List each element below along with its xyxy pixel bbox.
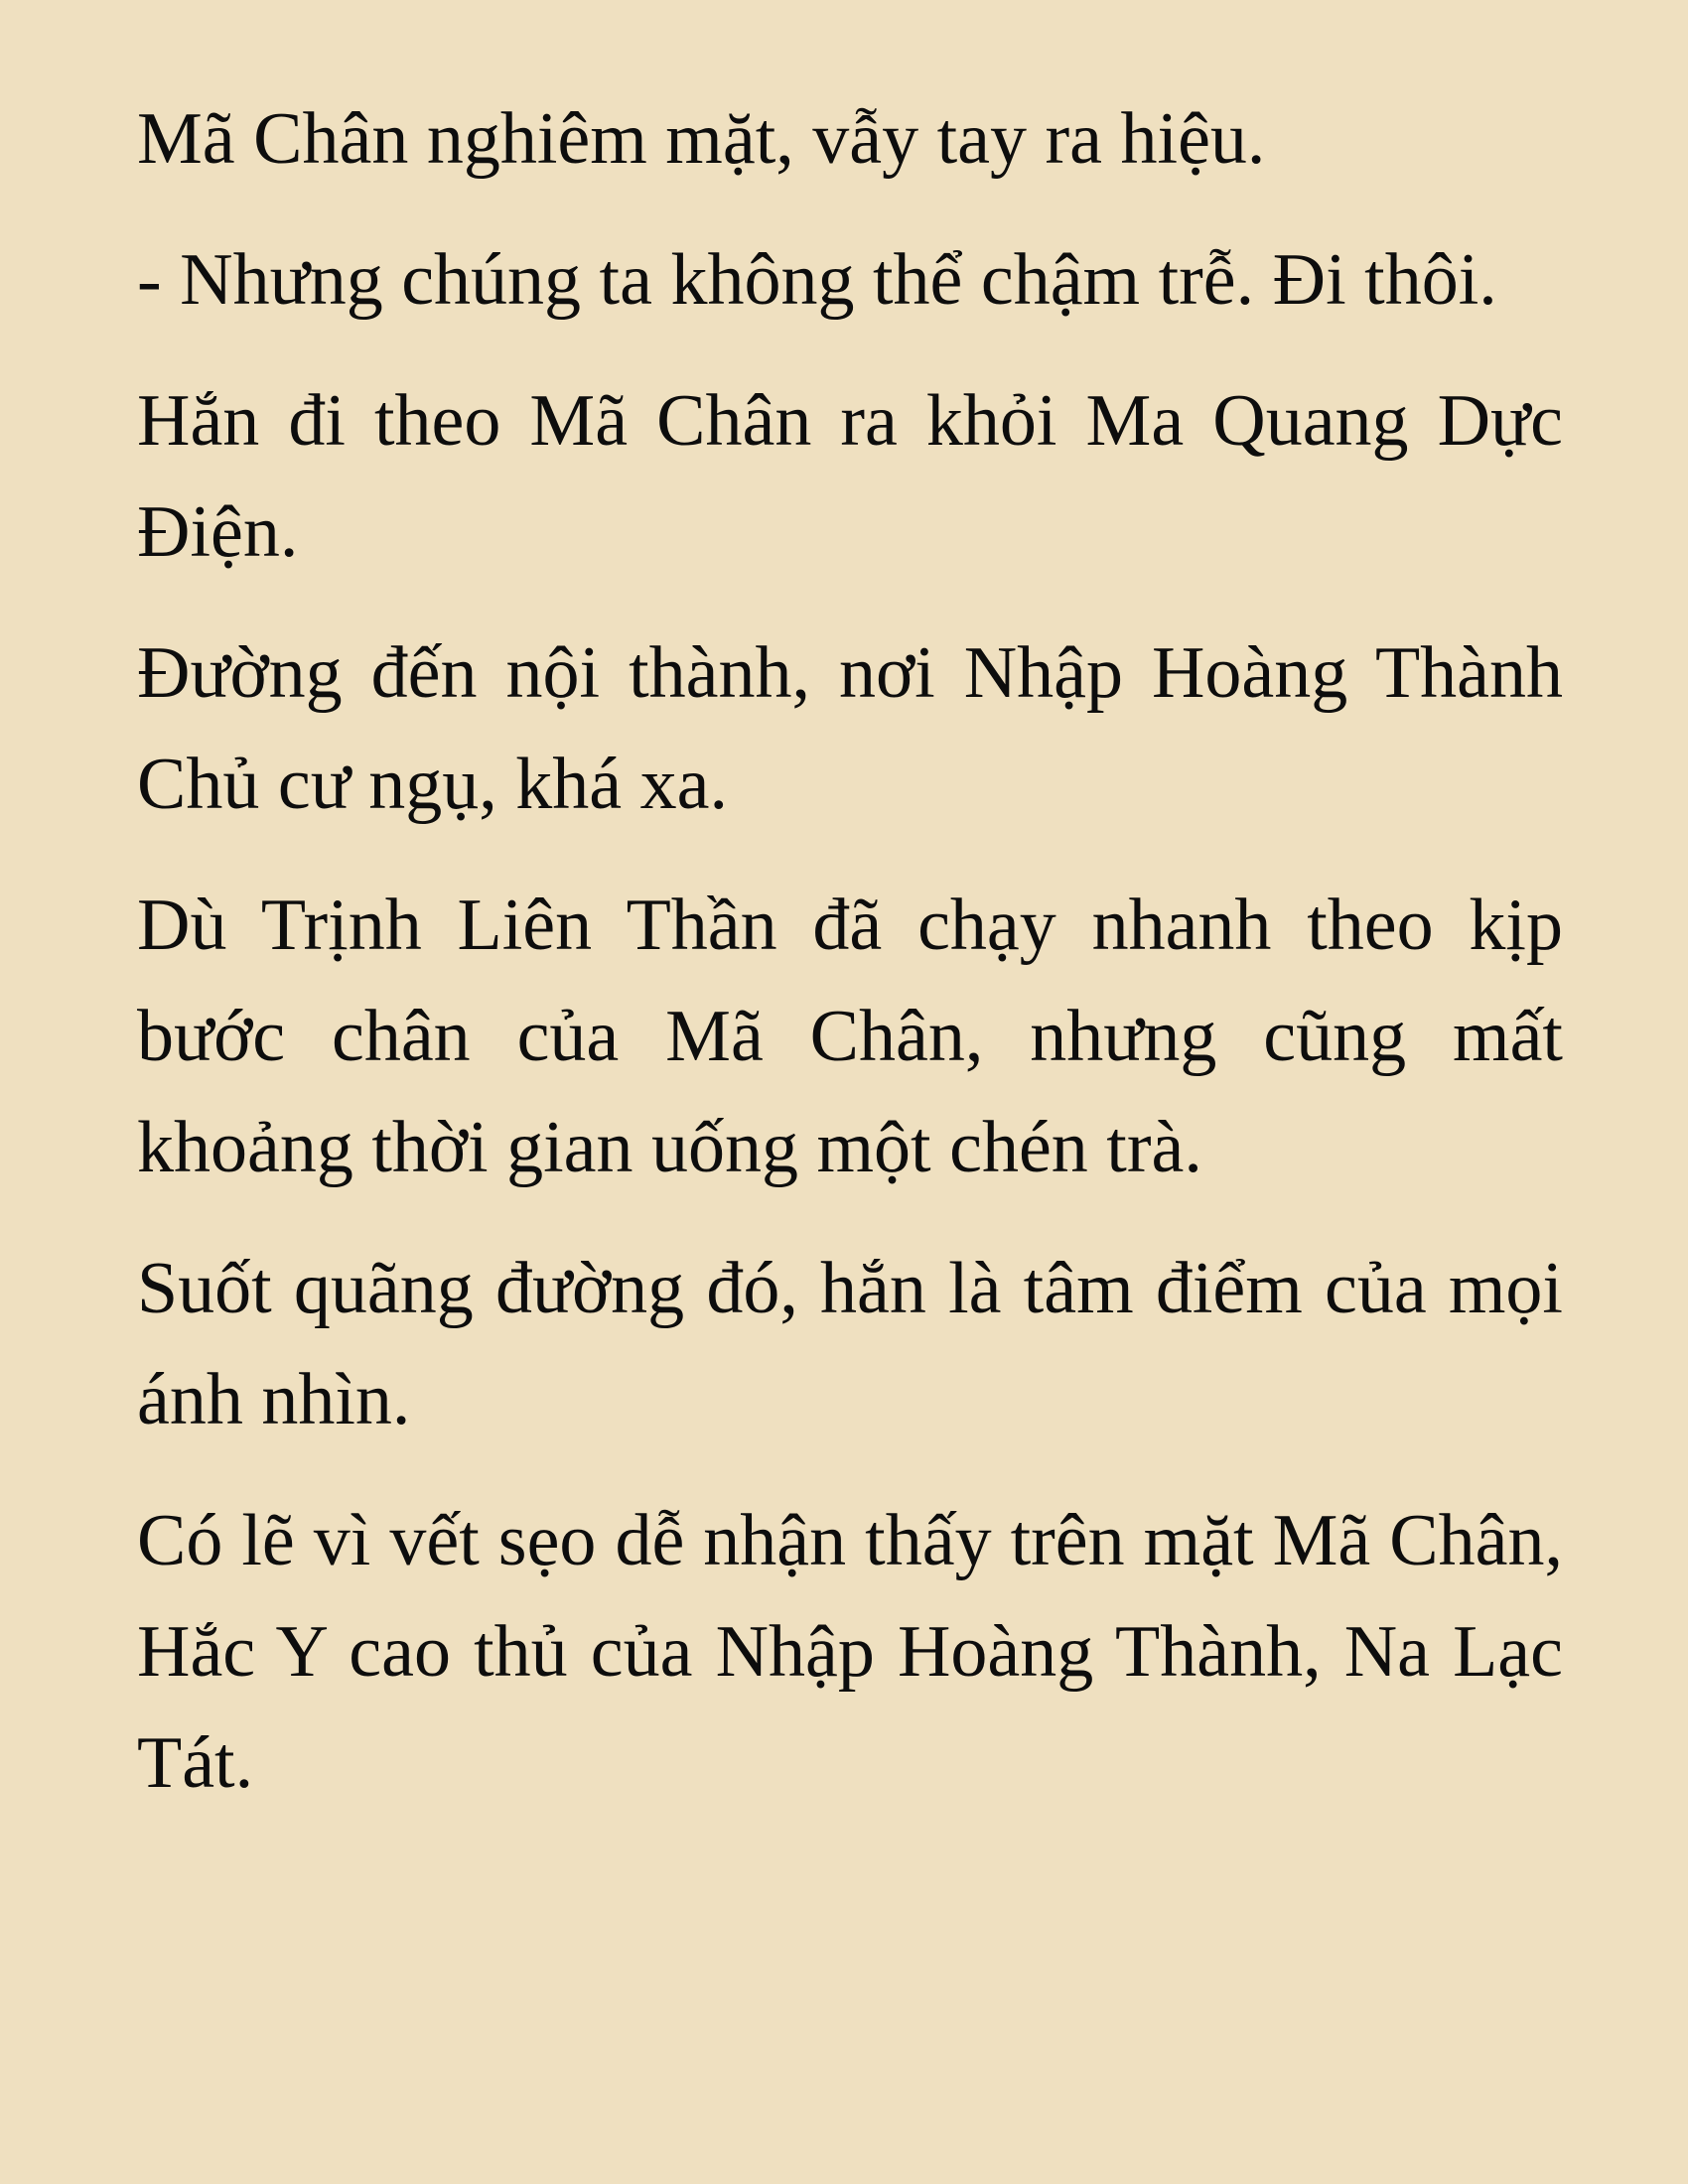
paragraph-1: Mã Chân nghiêm mặt, vẫy tay ra hiệu. (137, 98, 1266, 180)
paragraph-5: Dù Trịnh Liên Thần đã chạy nhanh theo kịp bước chân của Mã Chân, nhưng cũng mất khoảng thời gian uống một chén trà. (137, 885, 1563, 1188)
paragraph-7: Có lẽ vì vết sẹo dễ nhận thấy trên mặt Mã Chân, Hắc Y cao thủ của Nhập Hoàng Thành, Na Lạc Tát. (137, 1500, 1563, 1804)
paragraph-3: Hắn đi theo Mã Chân ra khỏi Ma Quang Dực Điện. (137, 380, 1563, 573)
paragraph-6: Suốt quãng đường đó, hắn là tâm điểm của mọi ánh nhìn. (137, 1248, 1563, 1440)
paragraph-4: Đường đến nội thành, nơi Nhập Hoàng Thành Chủ cư ngụ, khá xa. (137, 632, 1563, 825)
paragraph-2: - Nhưng chúng ta không thể chậm trễ. Đi thôi. (137, 239, 1497, 321)
